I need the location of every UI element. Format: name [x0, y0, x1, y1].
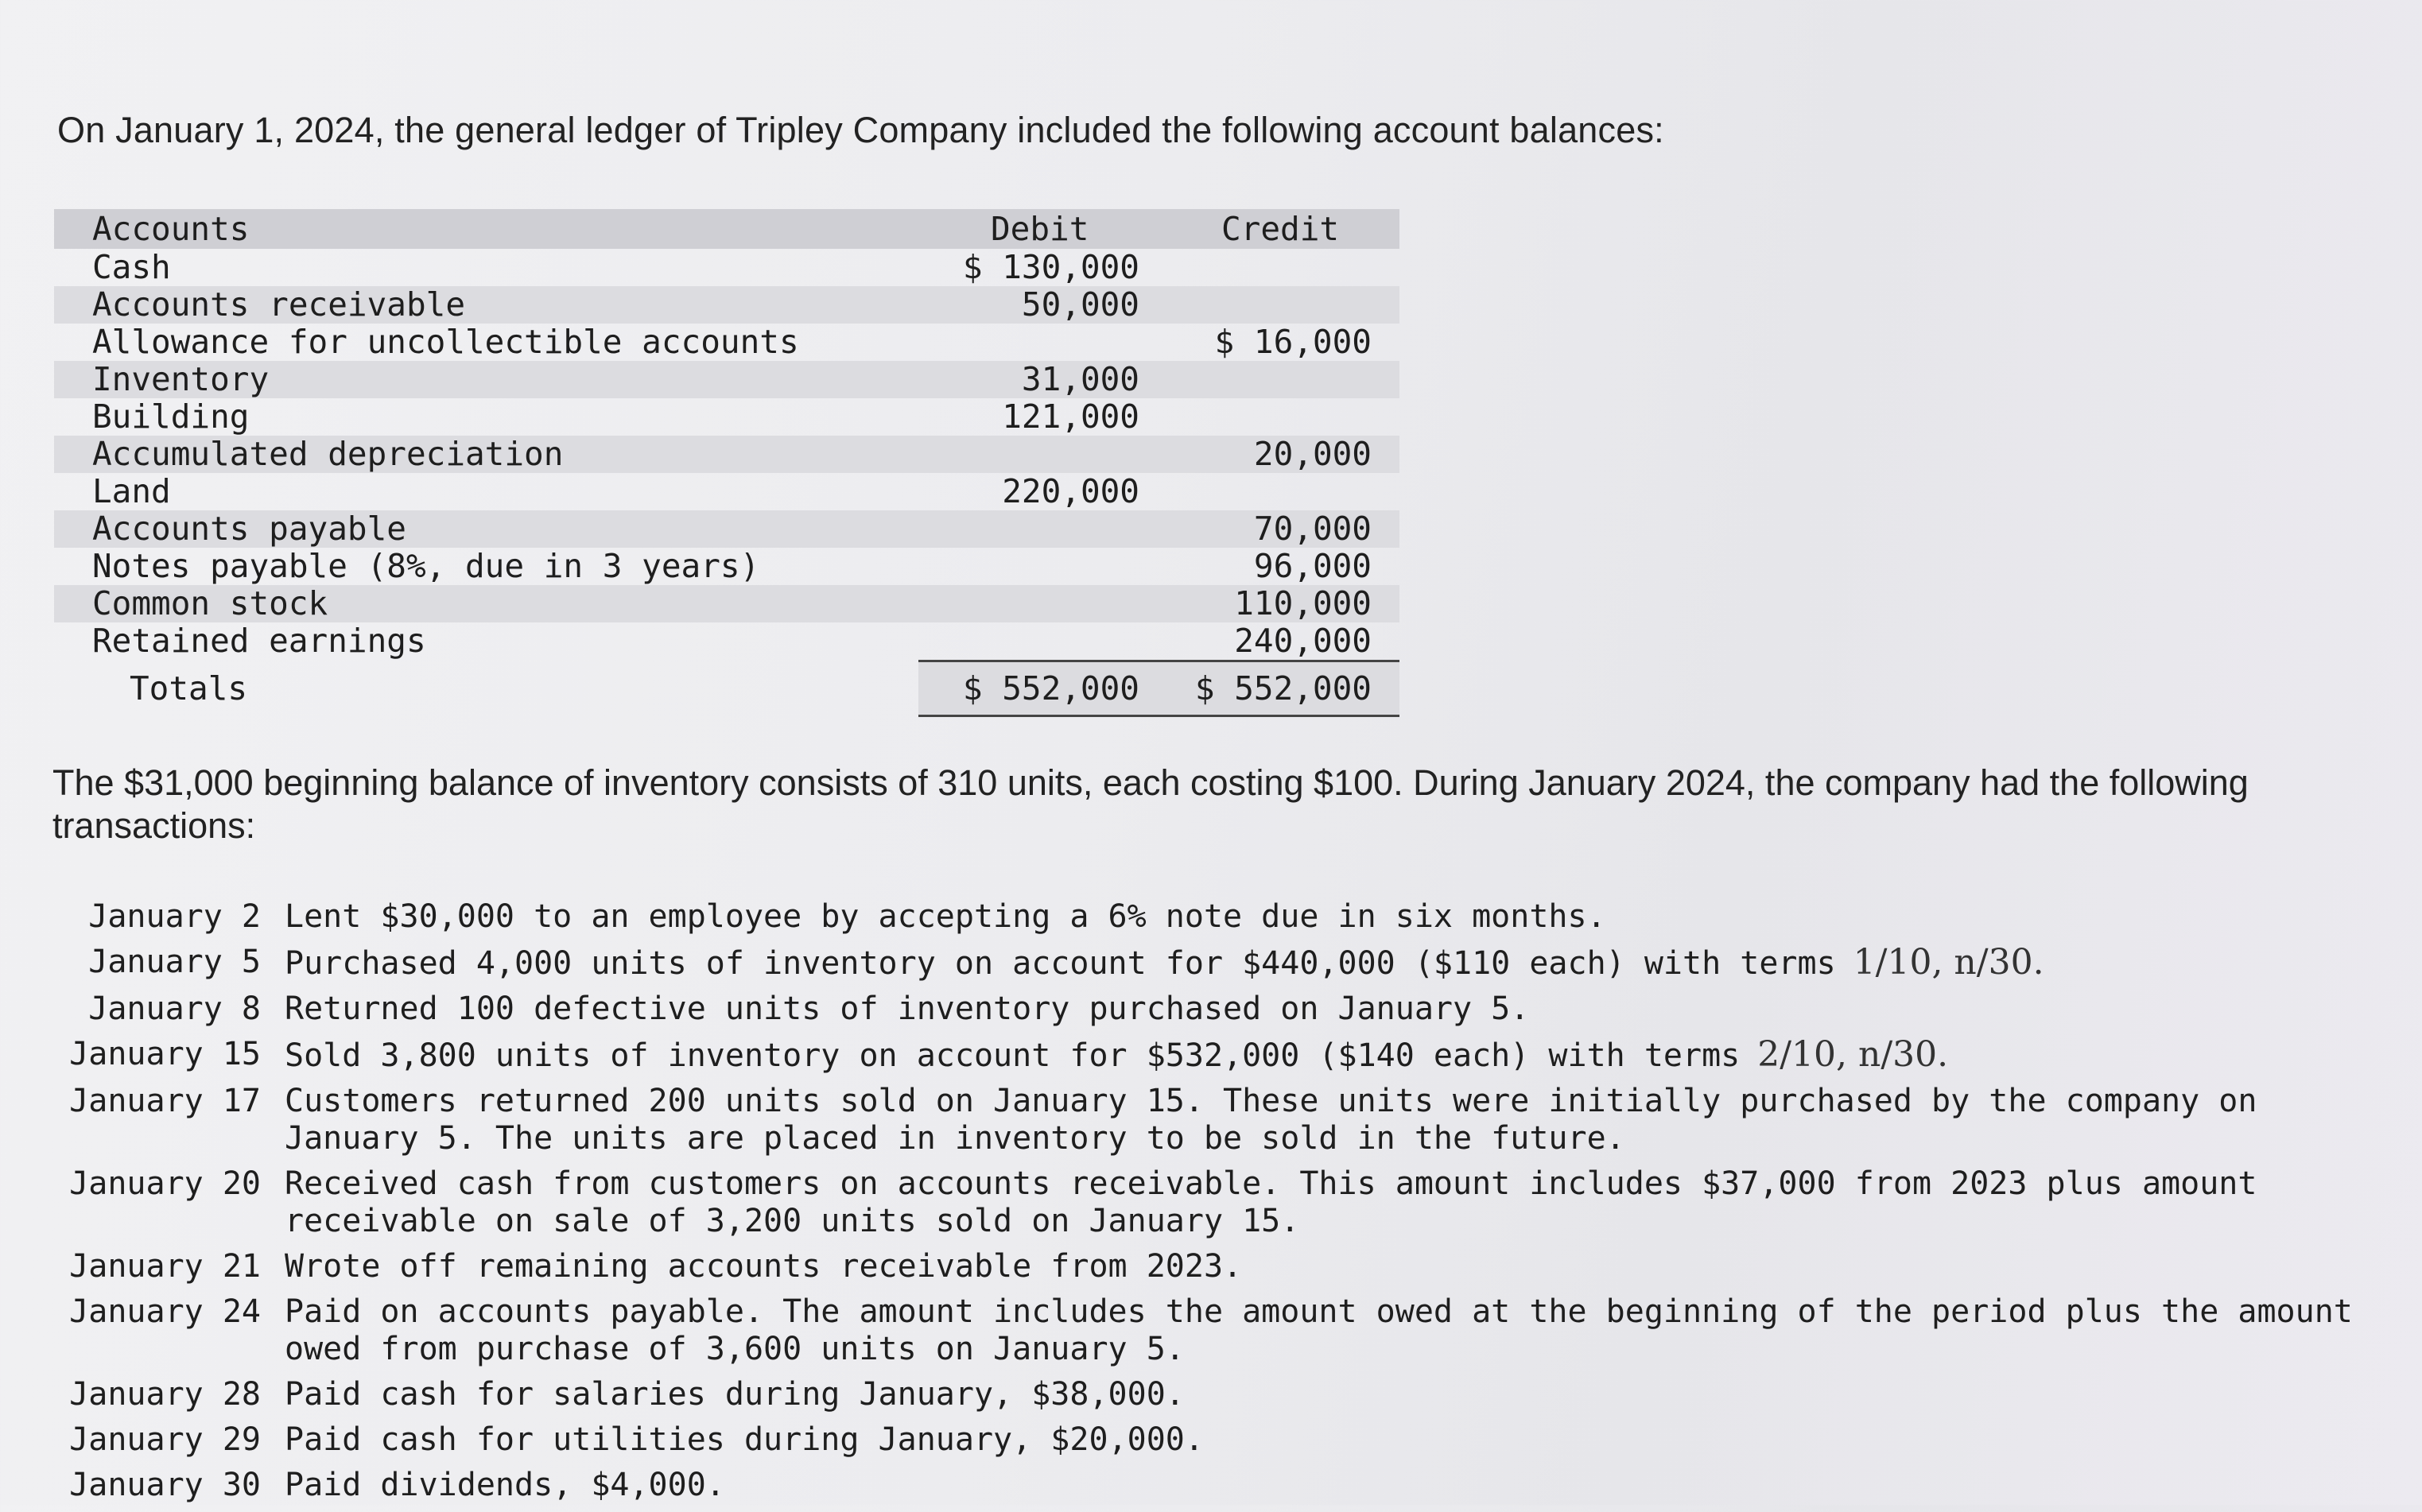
transaction-text: Returned 100 defective units of inventory purchased on January 5. [285, 991, 1530, 1027]
transaction-text: Received cash from customers on accounts receivable. This amount includes $37,000 from 2023 plus amount receivable on sale of 3,200 units sold on January 15. [285, 1165, 2257, 1239]
transaction-item [48, 1036, 2401, 1075]
transaction-date: January 8 [88, 991, 261, 1027]
credit-value: 240,000 [1234, 622, 1372, 660]
transaction-item [48, 944, 2401, 983]
ledger-row [54, 436, 1399, 473]
ledger-row [54, 361, 1399, 398]
transaction-item [48, 991, 2401, 1028]
total-credit: $ 552,000 [1194, 669, 1372, 708]
debit-value: 121,000 [1002, 397, 1139, 436]
transaction-text: Paid dividends, $4,000. [285, 1467, 725, 1503]
ledger-row [54, 585, 1399, 622]
transaction-text: Paid cash for salaries during January, $38,000. [285, 1376, 1185, 1413]
credit-terms: 1/10, n/30. [1853, 942, 2044, 983]
transaction-item [48, 1248, 2401, 1285]
transaction-item [48, 1293, 2401, 1368]
transaction-text: Wrote off remaining accounts receivable from 2023. [285, 1248, 1243, 1285]
transaction-text: Purchased 4,000 units of inventory on account for $440,000 ($110 each) with terms [285, 945, 1836, 982]
account-name: Accumulated depreciation [92, 435, 564, 473]
account-name: Notes payable (8%, due in 3 years) [92, 547, 760, 585]
transaction-date: January 15 [69, 1036, 261, 1072]
account-name: Accounts payable [92, 510, 406, 548]
total-debit: $ 552,000 [962, 669, 1139, 708]
account-name: Cash [92, 248, 171, 286]
ledger-totals-row [130, 660, 1399, 715]
credit-header: Credit [1221, 210, 1340, 248]
transaction-date: January 30 [69, 1467, 261, 1503]
account-name: Inventory [92, 360, 270, 398]
debit-value: 220,000 [1002, 472, 1139, 510]
transaction-date: January 28 [69, 1376, 261, 1413]
inventory-paragraph: The $31,000 beginning balance of inventory consists of 310 units, each costing $100. During January 2024, the company had the following transactions: [52, 762, 2249, 846]
transaction-list [48, 898, 2401, 1512]
transaction-date: January 24 [69, 1293, 261, 1330]
ledger-table [54, 209, 1399, 717]
transaction-item [48, 1083, 2401, 1157]
credit-value: 110,000 [1234, 584, 1372, 622]
transaction-date: January 21 [69, 1248, 261, 1285]
ledger-header-row [54, 209, 1399, 249]
credit-value: 70,000 [1253, 510, 1372, 548]
transaction-text: Lent $30,000 to an employee by accepting a 6% note due in six months. [285, 898, 1606, 935]
transaction-item [48, 898, 2401, 936]
transaction-date: January 2 [88, 898, 261, 935]
transaction-item [48, 1467, 2401, 1504]
ledger-row [54, 473, 1399, 510]
totals-label: Totals [130, 669, 248, 708]
transaction-text: Paid cash for utilities during January, $20,000. [285, 1421, 1204, 1458]
debit-header: Debit [991, 210, 1089, 248]
transaction-item [48, 1165, 2401, 1240]
ledger-row [54, 249, 1399, 286]
ledger-row [54, 286, 1399, 324]
intro-text: On January 1, 2024, the general ledger of Tripley Company included the following account balances: [57, 110, 1664, 150]
transaction-date: January 5 [88, 944, 261, 980]
transaction-date: January 29 [69, 1421, 261, 1458]
credit-value: 20,000 [1253, 435, 1372, 473]
transaction-text: Paid on accounts payable. The amount includes the amount owed at the beginning of the period plus the amount owed from purchase of 3,600 units on January 5. [285, 1293, 2353, 1367]
debit-value: $ 130,000 [962, 248, 1139, 286]
ledger-row [54, 622, 1399, 660]
account-name: Common stock [92, 584, 328, 622]
totals-underline [918, 715, 1399, 717]
credit-terms: 2/10, n/30. [1757, 1034, 1949, 1075]
account-name: Allowance for uncollectible accounts [92, 323, 799, 361]
accounts-header: Accounts [92, 210, 250, 248]
transaction-date: January 17 [69, 1083, 261, 1119]
transaction-item [48, 1376, 2401, 1413]
debit-value: 50,000 [1021, 285, 1139, 324]
account-name: Land [92, 472, 171, 510]
ledger-row [54, 548, 1399, 585]
transaction-date: January 20 [69, 1165, 261, 1202]
debit-value: 31,000 [1021, 360, 1139, 398]
transaction-text: Sold 3,800 units of inventory on account for $532,000 ($140 each) with terms [285, 1037, 1741, 1074]
ledger-row [54, 324, 1399, 361]
account-name: Building [92, 397, 250, 436]
transaction-item [48, 1421, 2401, 1459]
account-name: Retained earnings [92, 622, 426, 660]
ledger-row [54, 398, 1399, 436]
credit-value: 96,000 [1253, 547, 1372, 585]
ledger-row [54, 510, 1399, 548]
account-name: Accounts receivable [92, 285, 465, 324]
transaction-text: Customers returned 200 units sold on January 15. These units were initially purchased by the company on January 5. The units are placed in inventory to be sold in the future. [285, 1083, 2257, 1157]
credit-value: $ 16,000 [1214, 323, 1372, 361]
